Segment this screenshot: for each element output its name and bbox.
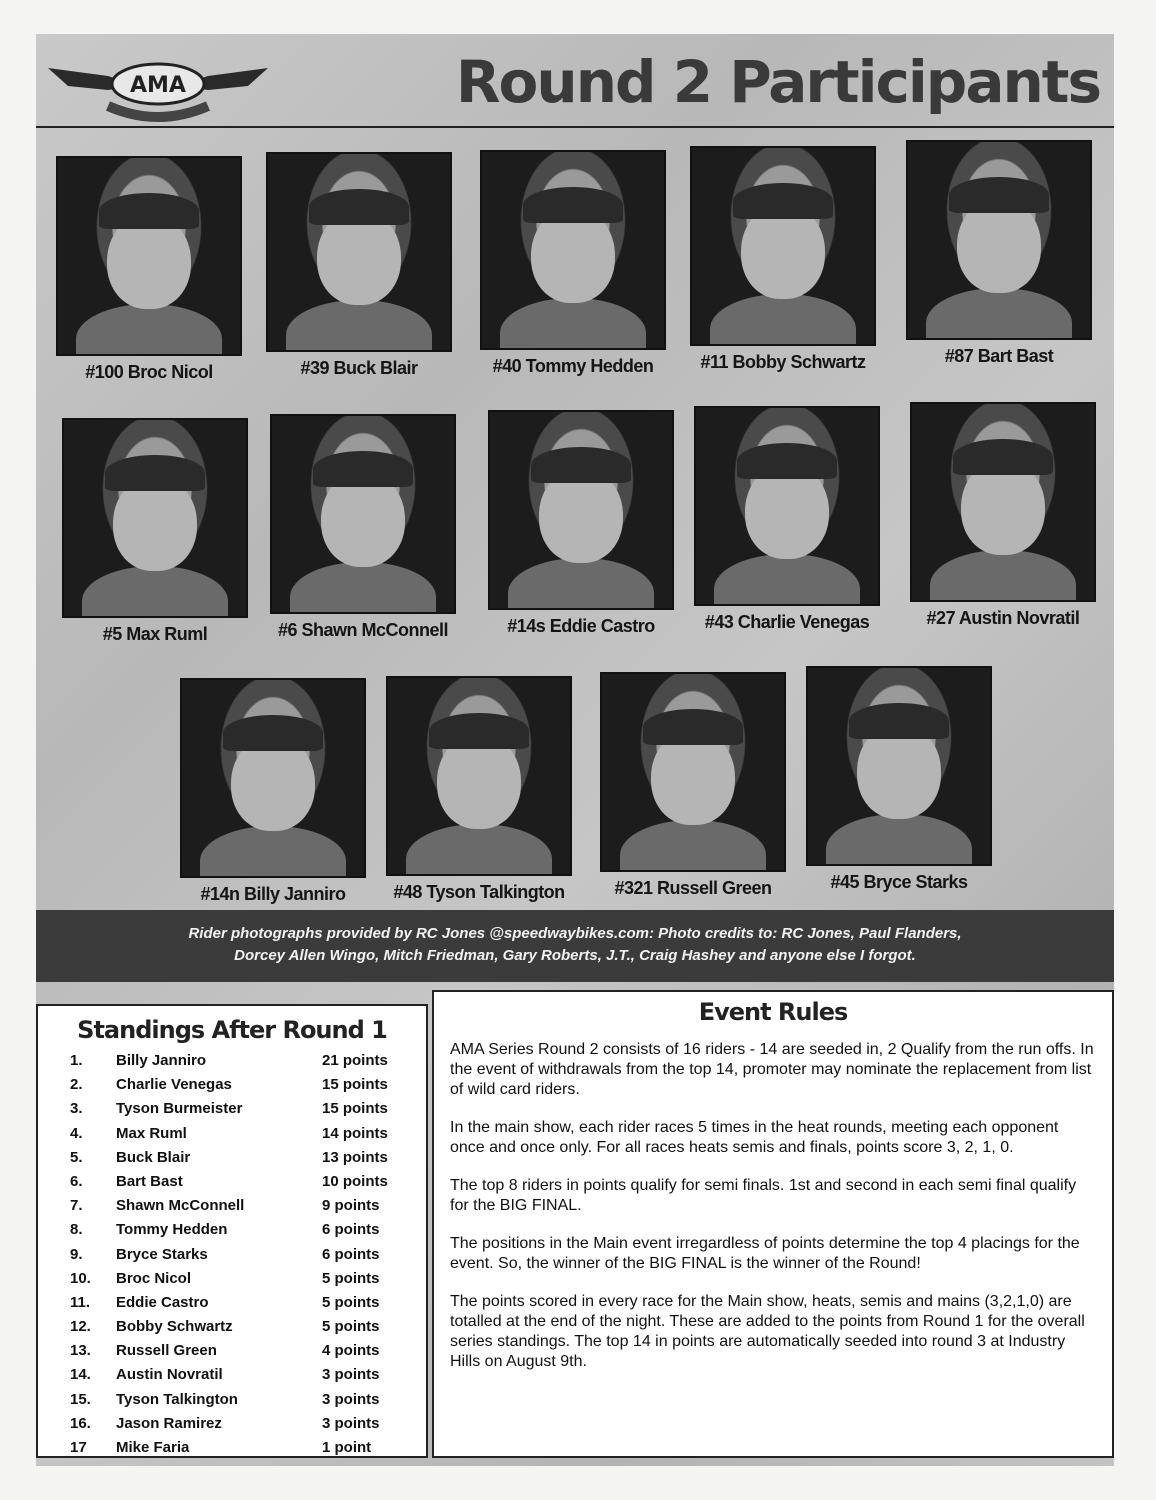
- standings-rider: Russell Green: [116, 1342, 217, 1360]
- standings-row: [38, 1413, 426, 1437]
- standings-rider: Mike Faria: [116, 1439, 190, 1456]
- standings-title: Standings After Round 1: [77, 1016, 387, 1044]
- standings-position: 6.: [70, 1172, 83, 1190]
- standings-row: [38, 1389, 426, 1413]
- rider-photo: [62, 418, 248, 618]
- rider-card: [386, 676, 572, 903]
- standings-points: 5 points: [322, 1318, 380, 1336]
- rider-photo: [386, 676, 572, 876]
- standings-position: 12.: [70, 1318, 91, 1336]
- rider-caption: #45 Bryce Starks: [830, 872, 968, 892]
- standings-points: 10 points: [322, 1172, 388, 1190]
- standings-points: 3 points: [322, 1414, 380, 1432]
- rider-card: [488, 410, 674, 637]
- standings-rider: Bart Bast: [116, 1172, 183, 1190]
- rider-card: [910, 402, 1096, 629]
- standings-rider: Max Ruml: [116, 1124, 187, 1142]
- rider-photo: [56, 156, 242, 356]
- rider-caption: #27 Austin Novratil: [926, 608, 1080, 628]
- standings-position: 13.: [70, 1342, 91, 1360]
- rider-card: [62, 418, 248, 645]
- standings-position: 4.: [70, 1124, 83, 1142]
- rider-card: [480, 150, 666, 377]
- rider-card: [690, 146, 876, 373]
- rider-card: [600, 672, 786, 899]
- standings-rider: Jason Ramirez: [116, 1414, 222, 1432]
- standings-position: 14.: [70, 1366, 91, 1384]
- standings-rider: Broc Nicol: [116, 1269, 192, 1287]
- rider-photo: [488, 410, 674, 610]
- rules-paragraph: The positions in the Main event irregardless of points determine the top 4 placings for the event. So, the winner of the BIG FINAL is the winner of the Round!: [450, 1235, 1080, 1272]
- rider-photo: [806, 666, 992, 866]
- standings-position: 16.: [70, 1414, 91, 1432]
- standings-position: 5.: [70, 1148, 83, 1166]
- standings-rider: Tyson Talkington: [116, 1390, 238, 1408]
- standings-points: 6 points: [322, 1221, 380, 1239]
- rules-paragraph: AMA Series Round 2 consists of 16 riders - 14 are seeded in, 2 Qualify from the run offs. In the event of withdrawals from the top 14, promoter may nominate the replacement from list of wild card riders.: [450, 1041, 1094, 1098]
- rider-caption: #100 Broc Nicol: [85, 362, 213, 382]
- standings-row: [38, 1171, 426, 1195]
- standings-row: [38, 1147, 426, 1171]
- standings-row: [38, 1316, 426, 1340]
- standings-position: 10.: [70, 1269, 91, 1287]
- standings-row: [38, 1219, 426, 1243]
- rider-card: [806, 666, 992, 893]
- rider-photo: [266, 152, 452, 352]
- standings-row: [38, 1340, 426, 1364]
- page-title: Round 2 Participants: [455, 48, 1100, 116]
- rider-caption: #48 Tyson Talkington: [393, 882, 565, 902]
- standings-rider: Tyson Burmeister: [116, 1100, 243, 1118]
- credits-line: Dorcey Allen Wingo, Mitch Friedman, Gary Roberts, J.T., Craig Hashey and anyone else I forgot.: [234, 947, 916, 964]
- standings-points: 15 points: [322, 1076, 388, 1094]
- standings-row: [38, 1437, 426, 1461]
- standings-position: 8.: [70, 1221, 83, 1239]
- standings-rider: Austin Novratil: [116, 1366, 223, 1384]
- standings-rider: Eddie Castro: [116, 1293, 209, 1311]
- rider-caption: #39 Buck Blair: [300, 358, 418, 378]
- rider-caption: #14s Eddie Castro: [507, 616, 655, 636]
- rider-caption: #14n Billy Janniro: [200, 884, 346, 904]
- standings-rider: Bryce Starks: [116, 1245, 208, 1263]
- standings-row: [38, 1364, 426, 1388]
- rider-caption: #43 Charlie Venegas: [704, 612, 870, 632]
- photo-credits-banner: [36, 910, 1114, 982]
- rider-photo: [600, 672, 786, 872]
- standings-row: [38, 1050, 426, 1074]
- standings-points: 1 point: [322, 1439, 372, 1456]
- rider-caption: #40 Tommy Hedden: [492, 356, 654, 376]
- standings-position: 3.: [70, 1100, 83, 1118]
- standings-rider: Charlie Venegas: [116, 1076, 232, 1094]
- rules-paragraph: The points scored in every race for the Main show, heats, semis and mains (3,2,1,0) are totalled at the end of the night. These are added to the points from Round 1 for the overall series standings. The top 14 in points are automatically seeded into round 3 at Industry Hills on August 9th.: [450, 1293, 1085, 1370]
- rider-photo: [270, 414, 456, 614]
- rider-card: [270, 414, 456, 641]
- standings-row: [38, 1074, 426, 1098]
- standings-rider: Tommy Hedden: [116, 1221, 228, 1239]
- standings-rider: Bobby Schwartz: [116, 1318, 233, 1336]
- credits-line: Rider photographs provided by RC Jones @speedwaybikes.com: Photo credits to: RC Jones, Paul Flanders,: [188, 925, 962, 942]
- rider-caption: #87 Bart Bast: [944, 346, 1054, 366]
- event-rules-title: Event Rules: [698, 998, 848, 1026]
- rider-photo: [910, 402, 1096, 602]
- rider-card: [694, 406, 880, 633]
- standings-points: 4 points: [322, 1342, 380, 1360]
- standings-row: [38, 1098, 426, 1122]
- svg-text:AMA: AMA: [130, 73, 186, 98]
- standings-points: 9 points: [322, 1197, 380, 1215]
- rider-caption: #6 Shawn McConnell: [277, 620, 449, 640]
- rider-photo: [694, 406, 880, 606]
- standings-box: [36, 1004, 428, 1458]
- standings-points: 5 points: [322, 1269, 380, 1287]
- rider-caption: #11 Bobby Schwartz: [700, 352, 866, 372]
- rider-photo: [906, 140, 1092, 340]
- event-rules-box: [432, 990, 1114, 1458]
- standings-position: 15.: [70, 1390, 91, 1408]
- rider-photo: [480, 150, 666, 350]
- standings-points: 14 points: [322, 1124, 388, 1142]
- rules-paragraph: In the main show, each rider races 5 times in the heat rounds, meeting each opponent once and once only. For all races heats semis and finals, points score 3, 2, 1, 0.: [450, 1119, 1059, 1156]
- standings-position: 1.: [70, 1052, 83, 1069]
- rider-card: [266, 152, 452, 379]
- standings-position: 17: [70, 1439, 87, 1456]
- ama-speedway-logo: [48, 56, 268, 126]
- standings-row: [38, 1123, 426, 1147]
- rider-photo: [180, 678, 366, 878]
- standings-rider: Shawn McConnell: [116, 1197, 245, 1215]
- rules-paragraph: The top 8 riders in points qualify for semi finals. 1st and second in each semi final qualify for the BIG FINAL.: [450, 1177, 1077, 1214]
- standings-row: [38, 1244, 426, 1268]
- standings-points: 3 points: [322, 1390, 380, 1408]
- standings-points: 15 points: [322, 1100, 388, 1118]
- standings-position: 9.: [70, 1245, 83, 1263]
- standings-points: 6 points: [322, 1245, 380, 1263]
- standings-rider: Buck Blair: [116, 1148, 191, 1166]
- standings-row: [38, 1268, 426, 1292]
- rider-caption: #5 Max Ruml: [102, 624, 208, 644]
- rider-card: [180, 678, 366, 905]
- standings-points: 3 points: [322, 1366, 380, 1384]
- rider-card: [906, 140, 1092, 367]
- standings-points: 13 points: [322, 1148, 388, 1166]
- standings-points: 21 points: [322, 1052, 388, 1069]
- standings-position: 2.: [70, 1076, 83, 1094]
- rider-card: [56, 156, 242, 383]
- standings-rider: Billy Janniro: [116, 1052, 207, 1069]
- standings-row: [38, 1292, 426, 1316]
- standings-row: [38, 1195, 426, 1219]
- page-header: [36, 34, 1114, 128]
- standings-points: 5 points: [322, 1293, 380, 1311]
- program-page: [36, 34, 1114, 1466]
- rider-caption: #321 Russell Green: [614, 878, 772, 898]
- rider-photo: [690, 146, 876, 346]
- standings-position: 7.: [70, 1197, 83, 1215]
- standings-position: 11.: [70, 1293, 91, 1311]
